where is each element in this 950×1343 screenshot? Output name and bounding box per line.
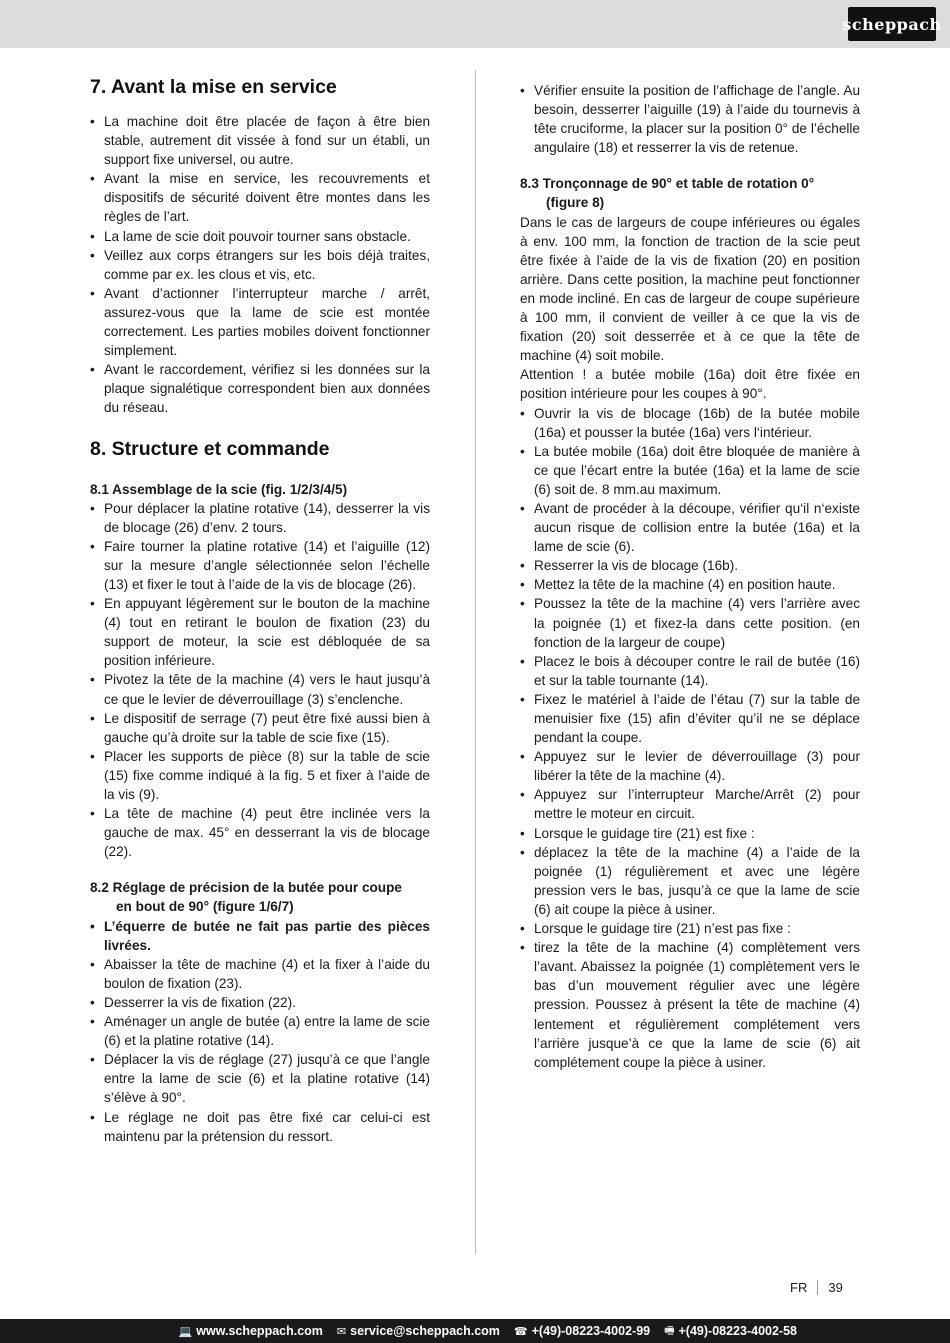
right-column bbox=[520, 81, 860, 1072]
section-8-2-title bbox=[90, 878, 430, 916]
list-item: • Pivotez la tête de la machine (4) vers le haut jusqu’à ce que le levier de déverrouillage (3) s’enclenche. bbox=[90, 670, 430, 708]
footer-phone bbox=[514, 1324, 650, 1338]
list-item: • Avant d’actionner l’interrupteur marche / arrêt, assurez-vous que la lame de scie est montée correctement. Les parties mobiles doivent fonctionner simplement. bbox=[90, 284, 430, 360]
phone-icon: ☎ bbox=[513, 1325, 528, 1338]
computer-icon: 💻 bbox=[178, 1325, 193, 1338]
section-7-title: 7. Avant la mise en service bbox=[90, 76, 337, 98]
list-item: • Lorsque le guidage tire (21) est fixe : bbox=[520, 824, 860, 843]
section-8-1-list bbox=[90, 499, 430, 862]
page-number: 39 bbox=[828, 1280, 843, 1295]
footer-email-text: service@scheppach.com bbox=[350, 1324, 500, 1338]
list-item: • Vérifier ensuite la position de l’affichage de l’angle. Au besoin, desserrer l’aiguille (19) à l’aide du tournevis à tête cruciforme, la placer sur la position 0° de l’échelle angulaire (18) et resserrer la vis de retenue. bbox=[520, 81, 860, 157]
column-divider bbox=[475, 70, 476, 1254]
list-item: • Le dispositif de serrage (7) peut être fixé aussi bien à gauche qu’à droite sur la table de scie fixe (15). bbox=[90, 709, 430, 747]
section-8-3-attention: Attention ! a butée mobile (16a) doit être fixée en position intérieure pour les coupes à 90°. bbox=[520, 367, 860, 402]
section-8-3-title bbox=[520, 174, 860, 212]
section-7-list bbox=[90, 112, 430, 418]
header-bar bbox=[0, 0, 950, 48]
list-item: • Lorsque le guidage tire (21) n’est pas fixe : bbox=[520, 919, 860, 938]
list-item: • Déplacer la vis de réglage (27) jusqu’à ce que l’angle entre la lame de scie (6) et la platine rotative (14) s’élève à 90°. bbox=[90, 1050, 430, 1107]
footer-phone-text: +(49)-08223-4002-99 bbox=[531, 1324, 651, 1338]
list-item: • La butée mobile (16a) doit être bloquée de manière à ce que l’écart entre la butée (16a) et la lame de scie (6) soit de. 8 mm.au maximum. bbox=[520, 442, 860, 499]
envelope-icon: ✉ bbox=[336, 1325, 347, 1338]
list-item-note: • L’équerre de butée ne fait pas partie des pièces livrées. bbox=[90, 917, 430, 955]
language-code: FR bbox=[790, 1280, 818, 1295]
footer-fax-text: +(49)-08223-4002-58 bbox=[678, 1324, 797, 1338]
section-8-3-title-line2: (figure 8) bbox=[546, 195, 605, 211]
footer-web-text: www.scheppach.com bbox=[196, 1324, 323, 1338]
list-item: • Abaisser la tête de machine (4) et la fixer à l’aide du boulon de fixation (23). bbox=[90, 955, 430, 993]
footer-fax bbox=[664, 1322, 797, 1341]
list-item: • Aménager un angle de butée (a) entre la lame de scie (6) et la platine rotative (14). bbox=[90, 1012, 430, 1050]
list-item: • Avant de procéder à la découpe, vérifier qu‘il n‘existe aucun risque de collision entre la butée (16a) et la lame de scie (6). bbox=[520, 499, 860, 556]
footer-email[interactable] bbox=[337, 1324, 500, 1338]
section-8-2-title-line1: 8.2 Réglage de précision de la butée pour coupe bbox=[90, 880, 402, 896]
scheppach-logo: scheppach bbox=[848, 7, 936, 41]
section-8-1-title: 8.1 Assemblage de la scie (fig. 1/2/3/4/5) bbox=[90, 481, 348, 497]
list-item: • Le réglage ne doit pas être fixé car celui-ci est maintenu par la prétension du ressort. bbox=[90, 1108, 430, 1146]
footer-bar bbox=[0, 1319, 950, 1343]
section-8-3-title-line1: 8.3 Tronçonnage de 90° et table de rotation 0° bbox=[520, 176, 815, 192]
list-item: • Desserrer la vis de fixation (22). bbox=[90, 993, 430, 1012]
list-item: • Veillez aux corps étrangers sur les bois déjà traites, comme par ex. les clous et vis, etc. bbox=[90, 246, 430, 284]
footer-web[interactable] bbox=[179, 1324, 323, 1338]
list-item: • Mettez la tête de la machine (4) en position haute. bbox=[520, 575, 860, 594]
section-8-3-paragraph: Dans le cas de largeurs de coupe inférieures ou égales à env. 100 mm, la fonction de traction de la scie peut être fixée à l’aide de la vis de fixation (20) en position arrière. Dans cette position, la machine peut fonctionner en mode incliné. En cas de largeur de coupe supérieure à 100 mm, il convient de veiller à ce que la vis de fixation (20) soit desserrée et à ce que la tête de machine (4) soit mobile. bbox=[520, 214, 860, 364]
section-8-2-title-line2: en bout de 90° (figure 1/6/7) bbox=[116, 899, 294, 915]
list-item: • tirez la tête de la machine (4) complètement vers l’avant. Abaissez la poignée (1) complètement vers le bas d’un mouvement régulier avec une légère pression. Poussez à présent la tête de machine (4) lentement et régulièrement complétement vers l’arrière jusque’à ce que la lame de scie (6) ait complétement coupe la pièce à usiner. bbox=[520, 938, 860, 1072]
list-item: • Appuyez sur l’interrupteur Marche/Arrêt (2) pour mettre le moteur en circuit. bbox=[520, 785, 860, 823]
list-item: • Resserrer la vis de blocage (16b). bbox=[520, 556, 860, 575]
section-8-2-list bbox=[90, 917, 430, 1146]
list-item: • Avant le raccordement, vérifiez si les données sur la plaque signalétique correspondent bien aux données du réseau. bbox=[90, 360, 430, 417]
list-item: • Avant la mise en service, les recouvrements et dispositifs de sécurité doivent être montes dans les règles de l’art. bbox=[90, 169, 430, 226]
list-item: • Fixez le matériel à l’aide de l’étau (7) sur la table de menuisier fixe (15) afin d’éviter qu’il ne se déplace pendant la coupe. bbox=[520, 690, 860, 747]
page-number-area bbox=[790, 1280, 843, 1295]
list-item: • La lame de scie doit pouvoir tourner sans obstacle. bbox=[90, 227, 430, 246]
list-item: • La machine doit être placée de façon à être bien stable, autrement dit vissée à fond sur un établi, un support fixe universel, ou autre. bbox=[90, 112, 430, 169]
list-item: • Poussez la tête de la machine (4) vers l’arrière avec la poignée (1) et fixez-la dans cette position. (en fonction de la largeur de coupe) bbox=[520, 594, 860, 651]
list-item: • Pour déplacer la platine rotative (14), desserrer la vis de blocage (26) d’env. 2 tours. bbox=[90, 499, 430, 537]
list-item: • En appuyant légèrement sur le bouton de la machine (4) tout en retirant le boulon de fixation (23) du support de moteur, la scie est débloquée de sa position inférieure. bbox=[90, 594, 430, 670]
section-8-title: 8. Structure et commande bbox=[90, 437, 330, 460]
left-column bbox=[90, 74, 430, 1146]
list-item: • Ouvrir la vis de blocage (16b) de la butée mobile (16a) et pousser la butée (16a) vers l‘intérieur. bbox=[520, 404, 860, 442]
list-item: • Placer les supports de pièce (8) sur la table de scie (15) fixe comme indiqué à la fig. 5 et fixer à l’aide de la vis (9). bbox=[90, 747, 430, 804]
section-8-3-list bbox=[520, 404, 860, 1072]
fax-icon: 🖷 bbox=[664, 1324, 675, 1337]
list-item: • déplacez la tête de la machine (4) a l’aide de la poignée (1) régulièrement et avec une légère pression vers le bas, jusqu’à ce que la lame de scie (6) ait coupe la pièce à usiner. bbox=[520, 843, 860, 919]
list-item: • La tête de machine (4) peut être inclinée vers la gauche de max. 45° en desserrant la vis de blocage (22). bbox=[90, 804, 430, 861]
list-item: • Appuyez sur le levier de déverrouillage (3) pour libérer la tête de la machine (4). bbox=[520, 747, 860, 785]
list-item: • Placez le bois à découper contre le rail de butée (16) et sur la table tournante (14). bbox=[520, 652, 860, 690]
section-8-2-continued-list bbox=[520, 81, 860, 157]
list-item: • Faire tourner la platine rotative (14) et l’aiguille (12) sur la mesure d’angle sélectionnée selon l’échelle (13) et fixer le tout à l’aide de la vis de blocage (26). bbox=[90, 537, 430, 594]
